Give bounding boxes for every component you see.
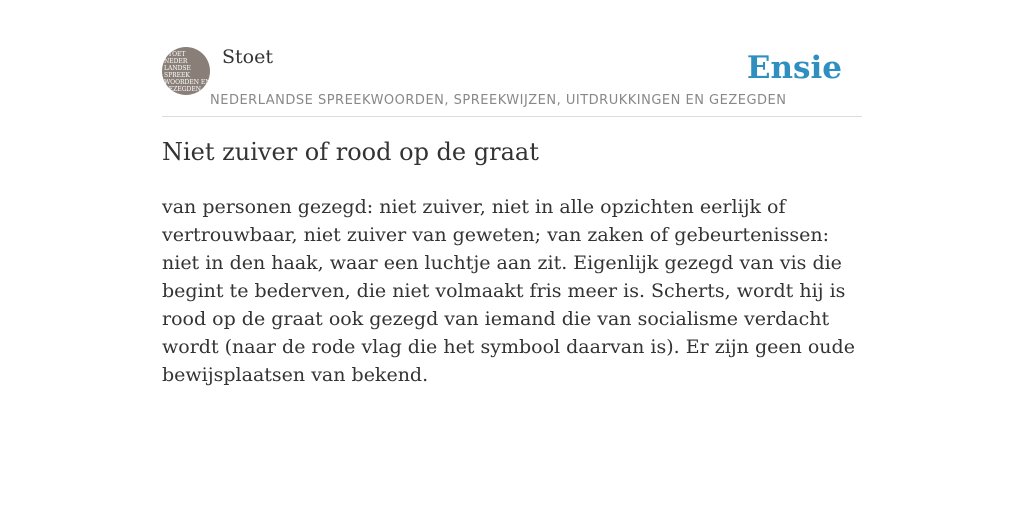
avatar-text-line: LANDSE — [164, 65, 191, 72]
source-subtitle: NEDERLANDSE SPREEKWOORDEN, SPREEKWIJZEN, UITDRUKKINGEN EN GEZEGDEN — [210, 93, 787, 108]
avatar-text-line: NEDER — [164, 58, 188, 65]
source-name-link[interactable]: Stoet — [222, 46, 273, 68]
avatar-text-line: WOORDEN EN — [164, 79, 210, 86]
avatar-text-line: GEZEGDEN — [164, 86, 201, 93]
ensie-logo-link[interactable]: Ensie — [746, 50, 842, 86]
entry-title: Niet zuiver of rood op de graat — [162, 138, 539, 166]
avatar-text-line: STOET — [164, 51, 186, 58]
avatar-text-line: SPREEK — [164, 72, 190, 79]
entry-definition: van personen gezegd: niet zuiver, niet in alle opzichten eerlijk of vertrouwbaar, niet zuiver van geweten; van zaken of gebeurtenissen: niet in den haak, waar een luchtje aan zit. Eigenlijk gezegd van vis die begint te bederven, die niet volmaakt fris meer is. Scherts, wordt hij is rood op de graat ook gezegd van iemand die van socialisme verdacht wordt (naar de rode vlag die het symbool daarvan is). Er zijn geen oude bewijsplaatsen van bekend. — [162, 196, 855, 386]
source-header — [162, 46, 862, 117]
source-avatar[interactable] — [162, 47, 210, 95]
